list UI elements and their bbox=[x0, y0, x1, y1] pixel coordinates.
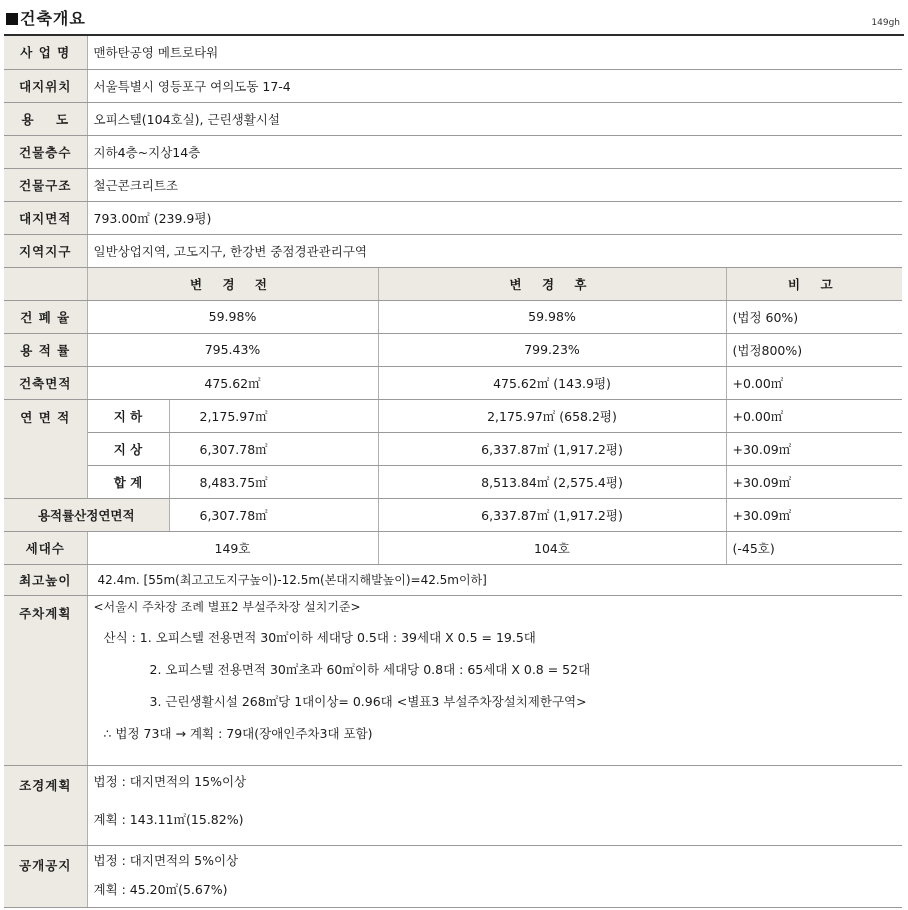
label-structure: 건물구조 bbox=[4, 168, 87, 201]
far-gfa-after: 6,337.87㎡ (1,917.2평) bbox=[378, 498, 726, 531]
label-landscape: 조경계획 bbox=[4, 765, 87, 845]
far-after: 799.23% bbox=[378, 333, 726, 366]
label-floors: 건물층수 bbox=[4, 135, 87, 168]
gfa-above-note: +30.09㎡ bbox=[726, 432, 902, 465]
row-zoning bbox=[4, 234, 902, 267]
label-far: 용 적 률 bbox=[4, 333, 87, 366]
section-title: 건축개요 bbox=[6, 6, 86, 29]
open-space-line-2: 계획 : 45.20㎡(5.67%) bbox=[93, 881, 228, 897]
building-area-before: 475.62㎡ bbox=[87, 366, 378, 399]
far-note: (법정800%) bbox=[726, 333, 902, 366]
label-gfa: 연 면 적 bbox=[4, 399, 87, 498]
bcr-note: (법정 60%) bbox=[726, 300, 902, 333]
row-far-gfa bbox=[4, 498, 902, 531]
gfa-above-after: 6,337.87㎡ (1,917.2평) bbox=[378, 432, 726, 465]
gfa-above-before: 6,307.78㎡ bbox=[169, 432, 378, 465]
units-after: 104호 bbox=[378, 531, 726, 564]
gfa-basement-after: 2,175.97㎡ (658.2평) bbox=[378, 399, 726, 432]
value-structure: 철근콘크리트조 bbox=[87, 168, 902, 201]
value-site-area: 793.00㎡ (239.9평) bbox=[87, 201, 902, 234]
label-site-location: 대지위치 bbox=[4, 69, 87, 102]
landscape-line-2: 계획 : 143.11㎡(15.82%) bbox=[93, 811, 244, 827]
gfa-sub-above: 지 상 bbox=[87, 432, 169, 465]
compare-header-row bbox=[4, 267, 902, 300]
parking-line-3: 2. 오피스텔 전용면적 30㎡초과 60㎡이하 세대당 0.8대 : 65세대 X 0.8 = 52대 bbox=[149, 661, 591, 677]
row-max-height bbox=[4, 564, 902, 595]
far-before: 795.43% bbox=[87, 333, 378, 366]
label-project-name: 사 업 명 bbox=[4, 36, 87, 69]
row-floors bbox=[4, 135, 902, 168]
title-row bbox=[4, 4, 904, 36]
row-far bbox=[4, 333, 902, 366]
parking-line-2: 산식 : 1. 오피스텔 전용면적 30㎡이하 세대당 0.5대 : 39세대 X 0.5 = 19.5대 bbox=[103, 629, 536, 645]
label-open-space: 공개공지 bbox=[4, 845, 87, 907]
value-max-height: 42.4m. [55m(최고고도지구높이)-12.5m(본대지해발높이)=42.5m이하] bbox=[87, 564, 902, 595]
label-max-height: 최고높이 bbox=[4, 564, 87, 595]
value-landscape bbox=[87, 765, 902, 845]
bcr-before: 59.98% bbox=[87, 300, 378, 333]
row-open-space bbox=[4, 845, 902, 907]
value-parking bbox=[87, 595, 902, 765]
row-gfa-above bbox=[4, 432, 902, 465]
value-floors: 지하4층~지상14층 bbox=[87, 135, 902, 168]
label-zoning: 지역지구 bbox=[4, 234, 87, 267]
value-project-name: 맨하탄공영 메트로타워 bbox=[87, 36, 902, 69]
header-after: 변 경 후 bbox=[378, 267, 726, 300]
far-gfa-note: +30.09㎡ bbox=[726, 498, 902, 531]
label-units: 세대수 bbox=[4, 531, 87, 564]
value-zoning: 일반상업지역, 고도지구, 한강변 중점경관관리구역 bbox=[87, 234, 902, 267]
page-number: 149gh bbox=[871, 18, 900, 28]
building-overview-table bbox=[4, 36, 902, 908]
label-far-gfa: 용적률산정연면적 bbox=[4, 498, 169, 531]
row-site-location bbox=[4, 69, 902, 102]
row-bcr bbox=[4, 300, 902, 333]
row-gfa-total bbox=[4, 465, 902, 498]
row-building-area bbox=[4, 366, 902, 399]
row-parking bbox=[4, 595, 902, 765]
row-gfa-basement bbox=[4, 399, 902, 432]
label-parking: 주차계획 bbox=[4, 595, 87, 765]
label-use: 용 도 bbox=[4, 102, 87, 135]
value-site-location: 서울특별시 영등포구 여의도동 17-4 bbox=[87, 69, 902, 102]
units-before: 149호 bbox=[87, 531, 378, 564]
row-project-name bbox=[4, 36, 902, 69]
gfa-total-after: 8,513.84㎡ (2,575.4평) bbox=[378, 465, 726, 498]
open-space-line-1: 법정 : 대지면적의 5%이상 bbox=[93, 852, 239, 868]
building-area-note: +0.00㎡ bbox=[726, 366, 902, 399]
row-site-area bbox=[4, 201, 902, 234]
row-landscape bbox=[4, 765, 902, 845]
units-note: (-45호) bbox=[726, 531, 902, 564]
label-building-area: 건축면적 bbox=[4, 366, 87, 399]
parking-line-1: <서울시 주차장 조례 별표2 부설주차장 설치기준> bbox=[93, 599, 361, 614]
value-open-space bbox=[87, 845, 902, 907]
row-use bbox=[4, 102, 902, 135]
gfa-total-note: +30.09㎡ bbox=[726, 465, 902, 498]
gfa-basement-note: +0.00㎡ bbox=[726, 399, 902, 432]
label-bcr: 건 폐 율 bbox=[4, 300, 87, 333]
gfa-basement-before: 2,175.97㎡ bbox=[169, 399, 378, 432]
value-use: 오피스텔(104호실), 근린생활시설 bbox=[87, 102, 902, 135]
label-site-area: 대지면적 bbox=[4, 201, 87, 234]
parking-line-4: 3. 근린생활시설 268㎡당 1대이상= 0.96대 <별표3 부설주차장설치제한구역> bbox=[149, 693, 587, 709]
header-blank bbox=[4, 267, 87, 300]
gfa-sub-total: 합 계 bbox=[87, 465, 169, 498]
bcr-after: 59.98% bbox=[378, 300, 726, 333]
square-bullet-icon bbox=[6, 13, 18, 25]
header-note: 비 고 bbox=[726, 267, 902, 300]
landscape-line-1: 법정 : 대지면적의 15%이상 bbox=[93, 773, 247, 789]
parking-line-5: ∴ 법정 73대 → 계획 : 79대(장애인주차3대 포함) bbox=[103, 725, 373, 741]
row-units bbox=[4, 531, 902, 564]
header-before: 변 경 전 bbox=[87, 267, 378, 300]
far-gfa-before: 6,307.78㎡ bbox=[169, 498, 378, 531]
gfa-sub-basement: 지 하 bbox=[87, 399, 169, 432]
gfa-total-before: 8,483.75㎡ bbox=[169, 465, 378, 498]
building-area-after: 475.62㎡ (143.9평) bbox=[378, 366, 726, 399]
row-structure bbox=[4, 168, 902, 201]
